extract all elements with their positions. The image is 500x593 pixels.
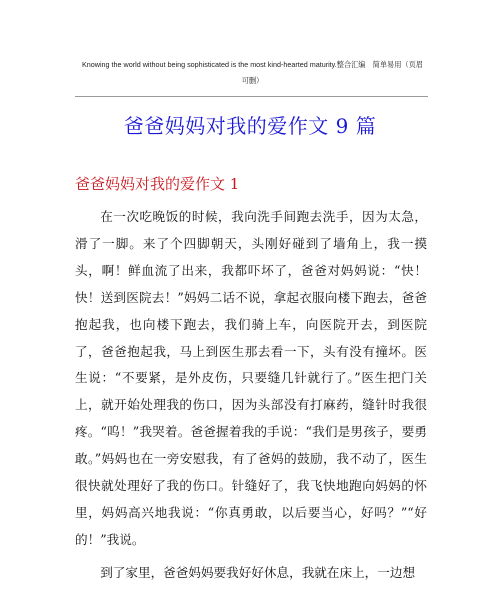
section-title: 爸爸妈妈对我的爱作文 1 — [75, 175, 240, 193]
header-line-2: 可删） — [241, 76, 264, 85]
essay-body — [75, 204, 427, 593]
essay-paragraph-2: 到了家里，爸爸妈妈要我好好休息，我就在床上，一边想 — [100, 564, 416, 580]
header-divider — [75, 96, 428, 97]
page-header — [75, 57, 430, 89]
document-title: 爸爸妈妈对我的爱作文 9 篇 — [123, 114, 377, 138]
header-line-1: Knowing the world without being sophisticated is the most kind-hearted maturity.整合汇编 简单易用（页眉 — [81, 60, 423, 69]
essay-paragraph-1: 在一次吃晚饭的时候，我向洗手间跑去洗手，因为太急，滑了一脚。来了个四脚朝天，头刚好碰到了墙角上，我一摸头，啊！鲜血流了出来，我都吓坏了，爸爸对妈妈说：“快！快！送到医院去！”妈妈二话不说，拿起衣服向楼下跑去，爸爸抱起我，也向楼下跑去，我们骑上车，向医院开去，到医院了，爸爸抱起我，马上到医生那去看一下，头有没有撞坏。医生说：“不要紧，是外皮伤，只要缝几针就行了。”医生把门关上，就开始处理我的伤口，因为头部没有打麻药，缝针时我很疼。“呜！”我哭着。爸爸握着我的手说：“我们是男孩子，要勇敢。”妈妈也在一旁安慰我，有了爸妈的鼓励，我不动了，医生很快就处理好了我的伤口。针缝好了，我飞快地跑向妈妈的怀里，妈妈高兴地我说：“你真勇敢，以后要当心，好吗？”“好的！”我说。 — [75, 209, 427, 547]
